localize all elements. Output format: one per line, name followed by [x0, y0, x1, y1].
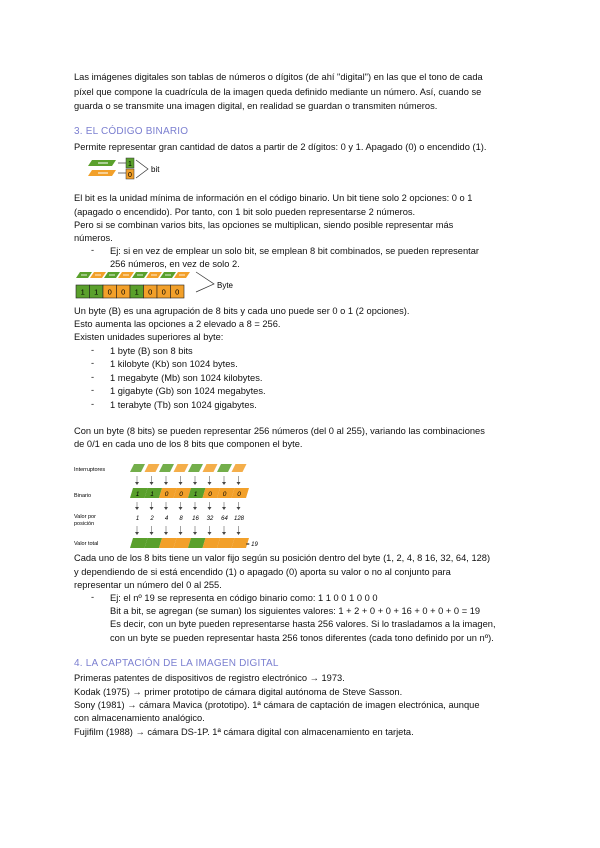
bit-value-1: 1	[128, 161, 132, 168]
byte-brace	[196, 272, 214, 292]
byte-bit-value: 0	[175, 287, 180, 297]
fixed-value-line-3: representar un número del 0 al 255.	[74, 580, 222, 590]
byte-bit-value: 0	[121, 287, 126, 297]
unit-item: 1 terabyte (Tb) son 1024 gigabytes.	[110, 400, 257, 410]
capture-line-1: Primeras patentes de dispositivos de registro electrónico → 1973.	[74, 673, 345, 683]
fig2-switch	[174, 464, 189, 472]
capture-line-5: Fujifilm (1988) → cámara DS-1P. 1ª cámara digital con almacenamiento en tarjeta.	[74, 727, 414, 737]
fig2-total-cell	[159, 538, 177, 548]
fig2-position-value: 8	[179, 516, 183, 522]
fig2-binary-row	[130, 488, 249, 498]
fig2-arrowhead	[193, 532, 197, 535]
fig2-arrowhead	[237, 507, 241, 510]
bit-paragraph-line-3: Pero si se combinan varios bits, las opciones se multiplican, siendo posible representar más	[74, 220, 454, 230]
section-3-intro: Permite representar gran cantidad de datos a partir de 2 dígitos: 0 y 1. Apagado (0) o encendido (1).	[74, 142, 487, 152]
fig2-position-value: 64	[221, 516, 228, 522]
fig2-switch	[217, 464, 232, 472]
fig2-binary-value: 1	[135, 491, 140, 498]
bit-value-0: 0	[128, 172, 132, 179]
example-1-line-2: 256 números, en vez de solo 2.	[110, 259, 240, 269]
fig2-arrowhead	[135, 482, 139, 485]
fig2-arrowhead	[222, 532, 226, 535]
fig2-arrowhead	[237, 482, 241, 485]
fig2-arrowhead	[150, 507, 154, 510]
byte-bit-value: 0	[161, 287, 166, 297]
fig2-binary-value: 0	[222, 491, 227, 498]
fig2-position-value: 128	[233, 516, 245, 522]
fig2-binary-value: 0	[164, 491, 169, 498]
byte-label: Byte	[217, 281, 234, 290]
intro-line-1: Las imágenes digitales son tablas de números o dígitos (de ahí "digital") en las que el tono de cada	[74, 72, 483, 82]
byte-bit-value: 1	[94, 287, 99, 297]
example-2-line-4: con un byte se pueden representar hasta 256 tonos diferentes (cada tono definido por un nº).	[110, 633, 494, 643]
fig2-position-value: 4	[164, 516, 169, 522]
fig2-total-row	[130, 538, 249, 548]
bit-brace	[136, 160, 148, 178]
fig2-binary-value: 0	[237, 491, 241, 498]
interruptores-label: Interruptores	[74, 467, 106, 473]
byte-bit-value: 0	[107, 287, 112, 297]
section-4-heading: 4. LA CAPTACIÓN DE LA IMAGEN DIGITAL	[74, 658, 279, 669]
fig2-total-cell	[174, 538, 192, 548]
fig2-position-value: 1	[135, 516, 140, 522]
fig2-arrowhead	[150, 532, 154, 535]
fig2-total-cell	[130, 538, 148, 548]
document-page: Las imágenes digitales son tablas de números o dígitos (de ahí "digital") en las que el tono de cada píxel que compone la cuadrícula de la imagen queda definido mediante un número. Así, cuando se guarda o se transmite una imagen digital, en realidad se guardan o transmiten números. 3. EL CÓDIGO BINARIO Permite representar gran cantidad de datos a partir de 2 dígitos: 0 y 1. Apagado (0) o encendido (1). 1 0 bit El bit es la unidad mínima de información en el código binario. Un bit tiene solo 2 opciones: 0 o 1 (apagado o encendido). Por tanto, con 1 bit solo pueden representarse 2 números. Pero si se combinan varios bits, las opciones se multiplican, siendo posible representar más números. - Ej: si en vez de emplear un solo bit, se emplean 8 bit combinados, se pueden representar 256 números, en vez de solo 2. 1 1 0 0 1 0 0 0 Byte Un byte (B) es una agrupación de 8 bits y cada uno puede ser 0 o 1 (2 opciones). Esto aumenta las opciones a 2 elevado a 8 = 256. Existen unidades superiores al byte: - 1 byte (B) son 8 bits - 1 kilobyte (Kb) son 1024 bytes. - 1 megabyte (Mb) son 1024 kilobytes. - 1 gigabyte (Gb) son 1024 megabytes. - 1 terabyte (Tb) son 1024 gigabytes. Con un byte (8 bits) se pueden representar 256 números (del 0 al 255), variando las combinaciones de 0/1 en cada uno de los 8 bits que componen el byte. Interruptores Binario Valor por posición Valor total 1 1 0 0 1 0 0 0 1 2 4 8 16 32 64 128 = 19 Cada uno de los 8 bits tiene un valor fijo según su posición dentro del byte (1, 2, 4, 8 16, 32, 64, 128) y dependiendo de si está encendido (1) o apagado (0) aporta su valor o no al conjunto para representar un número del 0 al 255. - Ej: el nº 19 se representa en código binario como: 1 1 0 0 1 0 0 0 Bit a bit, se agregan (se suman) los siguientes valores: 1 + 2 + 0 + 0 + 16 + 0 + 0 + 0 = 19 Es decir, con un byte pueden representarse hasta 256 valores. Si lo trasladamos a la imagen, con un byte se pueden representar hasta 256 tonos diferentes (cada tono definido por un nº). 4. LA CAPTACIÓN DE LA IMAGEN DIGITAL Primeras patentes de dispositivos de registro electrónico → 1973. Kodak (1975) → primer prototipo de cámara digital autónoma de Steve Sasson. Sony (1981) → cámara Mavica (prototipo). 1ª cámara de captación de imagen electrónica, aunque con almacenamiento analógico. Fujifilm (1988) → cámara DS-1P. 1ª cámara digital con almacenamiento en tarjeta.	[0, 0, 600, 848]
fig2-arrowhead	[222, 507, 226, 510]
fig2-total-cell	[145, 538, 163, 548]
fig2-total-value: = 19	[246, 542, 258, 548]
fig2-total-cell	[203, 538, 221, 548]
fig2-arrowhead	[208, 532, 212, 535]
fig2-switch	[145, 464, 160, 472]
capture-line-3: Sony (1981) → cámara Mavica (prototipo). 1ª cámara de captación de imagen electrónica, aunque	[74, 700, 480, 710]
fig2-arrowhead	[208, 482, 212, 485]
bit-label: bit	[151, 165, 160, 174]
fig2-arrowhead	[222, 482, 226, 485]
bit-figure	[86, 156, 176, 186]
byte-boxes	[76, 285, 184, 298]
fig2-arrowhead	[135, 507, 139, 510]
intro-line-3: guarda o se transmite una imagen digital, en realidad se guardan o transmiten números.	[74, 101, 438, 111]
fig2-arrowhead	[193, 482, 197, 485]
valor-posicion-label-1: Valor por	[74, 514, 96, 520]
combinations-line-1: Con un byte (8 bits) se pueden representar 256 números (del 0 al 255), variando las combinaciones	[74, 426, 485, 436]
fig2-arrowhead	[237, 532, 241, 535]
fig2-binary-value: 0	[179, 491, 183, 498]
fig2-switch	[188, 464, 203, 472]
bit-paragraph-line-2: (apagado o encendido). Por tanto, con 1 bit solo pueden representarse 2 números.	[74, 207, 416, 217]
fig2-arrowhead	[135, 532, 139, 535]
fig2-arrows-top	[135, 476, 241, 485]
unit-item: 1 kilobyte (Kb) son 1024 bytes.	[110, 359, 238, 369]
fig2-arrows-bottom	[135, 526, 241, 535]
byte-paragraph-line-2: Esto aumenta las opciones a 2 elevado a 8 = 256.	[74, 319, 281, 329]
fig2-binary-value: 1	[193, 491, 198, 498]
byte-bit-value: 0	[148, 287, 153, 297]
fig2-switch	[203, 464, 218, 472]
fig2-switches	[130, 464, 247, 472]
unit-item: 1 megabyte (Mb) son 1024 kilobytes.	[110, 373, 263, 383]
fig2-arrowhead	[179, 482, 183, 485]
fig2-arrowhead	[179, 507, 183, 510]
fig2-switch	[232, 464, 247, 472]
unit-item: 1 byte (B) son 8 bits	[110, 346, 193, 356]
fig2-position-value: 16	[192, 516, 199, 522]
unit-item: 1 gigabyte (Gb) son 1024 megabytes.	[110, 386, 266, 396]
example-1-line-1: Ej: si en vez de emplear un solo bit, se emplean 8 bit combinados, se pueden representar	[110, 246, 479, 256]
fig2-arrowhead	[164, 507, 168, 510]
fig2-arrowhead	[150, 482, 154, 485]
fig2-switch	[159, 464, 174, 472]
fig2-arrows-middle	[135, 502, 241, 510]
bit-paragraph-line-4: números.	[74, 233, 113, 243]
intro-line-2: píxel que compone la cuadrícula de la imagen queda definido mediante un número. Así, cuando se	[74, 87, 482, 97]
fig2-arrowhead	[164, 482, 168, 485]
fig2-switch	[130, 464, 145, 472]
byte-paragraph-line-1: Un byte (B) es una agrupación de 8 bits y cada uno puede ser 0 o 1 (2 opciones).	[74, 306, 410, 316]
fig2-arrowhead	[193, 507, 197, 510]
byte-switches	[76, 272, 190, 278]
fig2-arrowhead	[164, 532, 168, 535]
valor-posicion-label-2: posición	[74, 521, 95, 527]
fixed-value-line-1: Cada uno de los 8 bits tiene un valor fijo según su posición dentro del byte (1, 2, 4, 8 16, 32, 64, 128)	[74, 553, 491, 563]
capture-line-2: Kodak (1975) → primer prototipo de cámara digital autónoma de Steve Sasson.	[74, 687, 403, 697]
byte-paragraph-line-3: Existen unidades superiores al byte:	[74, 332, 224, 342]
combinations-line-2: de 0/1 en cada uno de los 8 bits que componen el byte.	[74, 439, 303, 449]
fig2-binary-value: 1	[150, 491, 154, 498]
fig2-positions-row	[136, 516, 245, 522]
byte-bit-value: 1	[80, 287, 85, 297]
capture-line-4: con almacenamiento analógico.	[74, 713, 205, 723]
section-3-heading: 3. EL CÓDIGO BINARIO	[74, 126, 189, 137]
valor-total-label: Valor total	[74, 541, 99, 547]
example-2-line-1: Ej: el nº 19 se representa en código binario como: 1 1 0 0 1 0 0 0	[110, 593, 378, 603]
binario-label: Binario	[74, 493, 92, 499]
byte-figure	[74, 270, 274, 304]
fig2-total-cell	[188, 538, 206, 548]
fig2-total-cell	[217, 538, 235, 548]
fig2-position-value: 2	[150, 516, 154, 522]
positional-value-figure	[74, 460, 294, 550]
example-2-line-2: Bit a bit, se agregan (se suman) los siguientes valores: 1 + 2 + 0 + 0 + 16 + 0 + 0 + 0 = 19	[110, 606, 481, 616]
byte-bit-value: 1	[134, 287, 139, 297]
fig2-binary-value: 0	[208, 491, 212, 498]
example-2-line-3: Es decir, con un byte pueden representarse hasta 256 valores. Si lo trasladamos a la imagen,	[110, 619, 496, 629]
fig2-arrowhead	[208, 507, 212, 510]
fig2-arrowhead	[179, 532, 183, 535]
fixed-value-line-2: y dependiendo de si está encendido (1) o apagado (0) aporta su valor o no al conjunto para	[74, 567, 451, 577]
bit-paragraph-line-1: El bit es la unidad mínima de información en el código binario. Un bit tiene solo 2 opciones: 0 o 1	[74, 193, 473, 203]
fig2-position-value: 32	[206, 516, 214, 522]
